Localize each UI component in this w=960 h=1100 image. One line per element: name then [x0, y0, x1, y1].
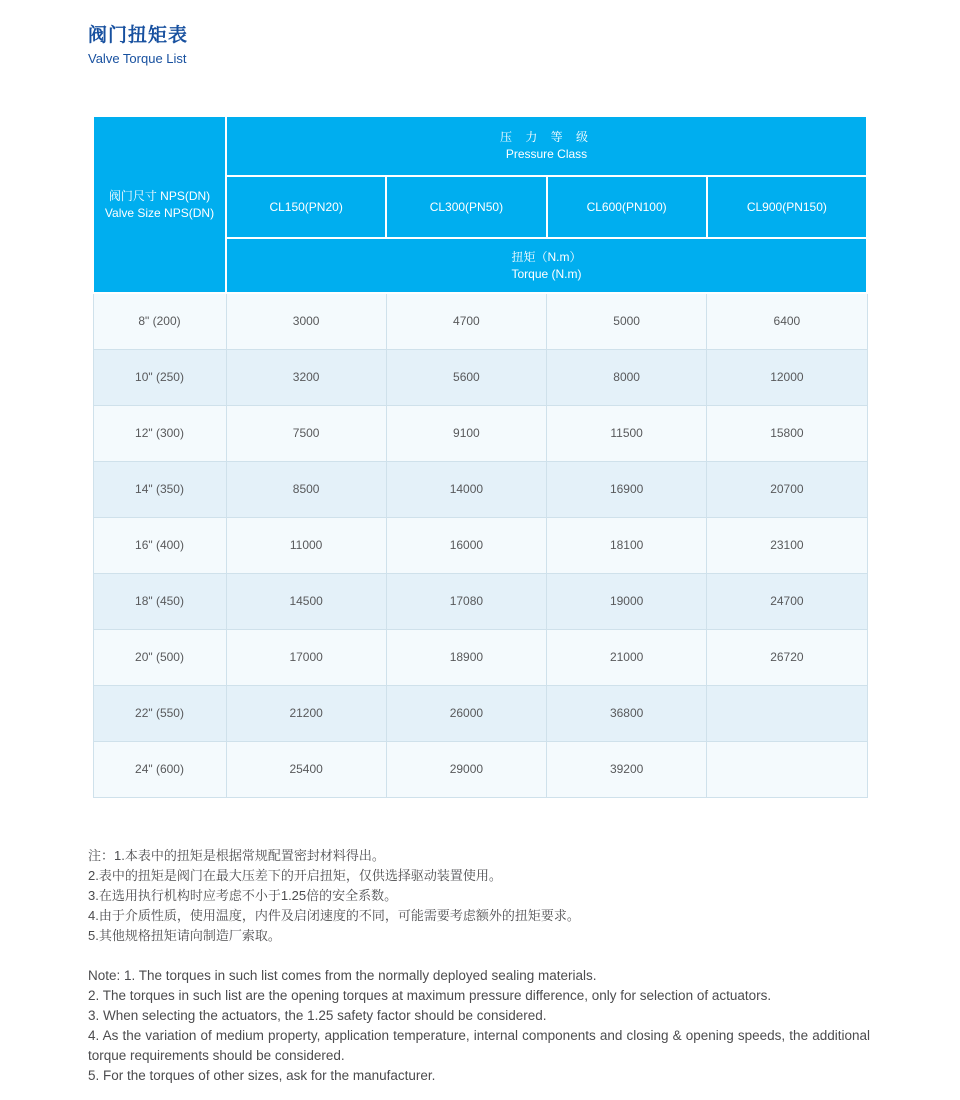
table-row	[93, 405, 867, 461]
page-title-zh: 阀门扭矩表	[88, 25, 189, 46]
torque-value-cell	[707, 685, 867, 741]
torque-value-cell: 21000	[547, 629, 707, 685]
valve-size-cell: 24" (600)	[93, 741, 226, 797]
torque-value-cell: 11500	[547, 405, 707, 461]
note-en-line: Note: 1. The torques in such list comes from the normally deployed sealing materials.	[88, 968, 597, 983]
column-header-cl300: CL300(PN50)	[386, 176, 546, 238]
torque-value-cell: 21200	[226, 685, 386, 741]
torque-value-cell: 7500	[226, 405, 386, 461]
size-column-header-en: Valve Size NPS(DN)	[104, 205, 215, 220]
torque-value-cell: 5600	[386, 349, 546, 405]
torque-value-cell: 17080	[386, 573, 546, 629]
torque-value-cell: 6400	[707, 293, 867, 349]
column-header-cl900: CL900(PN150)	[707, 176, 867, 238]
pressure-class-header-zh: 压 力 等 级	[499, 130, 593, 144]
note-zh-line: 2.表中的扭矩是阀门在最大压差下的开启扭矩，仅供选择驱动装置使用。	[88, 868, 502, 883]
valve-size-cell: 10" (250)	[93, 349, 226, 405]
notes-english	[88, 966, 870, 1086]
torque-value-cell: 18900	[386, 629, 546, 685]
table-row	[93, 293, 867, 349]
torque-value-cell: 16900	[547, 461, 707, 517]
note-zh-line: 5.其他规格扭矩请向制造厂索取。	[88, 928, 281, 943]
table-row	[93, 741, 867, 797]
note-zh-line: 注：1.本表中的扭矩是根据常规配置密封材料得出。	[88, 848, 385, 863]
torque-value-cell: 39200	[547, 741, 707, 797]
note-en-line: 2. The torques in such list are the opening torques at maximum pressure difference, only for selection of actuators.	[88, 988, 772, 1003]
torque-value-cell: 18100	[547, 517, 707, 573]
table-row	[93, 461, 867, 517]
valve-size-cell: 8" (200)	[93, 293, 226, 349]
table-row	[93, 685, 867, 741]
valve-size-cell: 14" (350)	[93, 461, 226, 517]
table-row	[93, 349, 867, 405]
torque-value-cell: 5000	[547, 293, 707, 349]
torque-value-cell: 20700	[707, 461, 867, 517]
torque-value-cell: 25400	[226, 741, 386, 797]
torque-value-cell: 24700	[707, 573, 867, 629]
note-en-line: 4. As the variation of medium property, application temperature, internal components and closing & opening speeds, the additional torque requirements should be considered.	[88, 1028, 870, 1063]
torque-unit-header-zh: 扭矩（N.m）	[511, 249, 582, 264]
pressure-class-header-en: Pressure Class	[505, 147, 588, 161]
torque-value-cell: 23100	[707, 517, 867, 573]
valve-size-cell: 12" (300)	[93, 405, 226, 461]
pressure-class-header	[226, 116, 867, 176]
torque-value-cell: 14000	[386, 461, 546, 517]
valve-size-cell: 18" (450)	[93, 573, 226, 629]
torque-value-cell: 9100	[386, 405, 546, 461]
valve-size-cell: 16" (400)	[93, 517, 226, 573]
torque-value-cell: 19000	[547, 573, 707, 629]
torque-value-cell: 15800	[707, 405, 867, 461]
column-header-cl600: CL600(PN100)	[547, 176, 707, 238]
table-row	[93, 517, 867, 573]
torque-unit-header-en: Torque (N.m)	[511, 266, 582, 281]
torque-value-cell: 3000	[226, 293, 386, 349]
column-header-cl150: CL150(PN20)	[226, 176, 386, 238]
torque-value-cell: 29000	[386, 741, 546, 797]
size-column-header-zh: 阀门尺寸 NPS(DN)	[108, 188, 211, 203]
valve-torque-table	[92, 115, 868, 798]
torque-value-cell: 11000	[226, 517, 386, 573]
table-row	[93, 629, 867, 685]
torque-value-cell: 4700	[386, 293, 546, 349]
torque-value-cell: 8500	[226, 461, 386, 517]
notes-chinese	[88, 846, 870, 946]
note-zh-line: 3.在选用执行机构时应考虑不小于1.25倍的安全系数。	[88, 888, 398, 903]
page-title-block	[88, 24, 188, 68]
torque-value-cell: 8000	[547, 349, 707, 405]
note-zh-line: 4.由于介质性质，使用温度，内件及启闭速度的不同，可能需要考虑额外的扭矩要求。	[88, 908, 580, 923]
torque-value-cell: 12000	[707, 349, 867, 405]
torque-value-cell: 36800	[547, 685, 707, 741]
torque-value-cell	[707, 741, 867, 797]
page-title-en: Valve Torque List	[88, 51, 187, 66]
note-en-line: 3. When selecting the actuators, the 1.25 safety factor should be considered.	[88, 1008, 547, 1023]
size-column-header	[93, 116, 226, 293]
torque-value-cell: 26000	[386, 685, 546, 741]
valve-size-cell: 20" (500)	[93, 629, 226, 685]
torque-value-cell: 14500	[226, 573, 386, 629]
valve-size-cell: 22" (550)	[93, 685, 226, 741]
torque-value-cell: 17000	[226, 629, 386, 685]
torque-value-cell: 26720	[707, 629, 867, 685]
torque-value-cell: 16000	[386, 517, 546, 573]
torque-value-cell: 3200	[226, 349, 386, 405]
table-row	[93, 573, 867, 629]
note-en-line: 5. For the torques of other sizes, ask for the manufacturer.	[88, 1068, 436, 1083]
torque-unit-header	[226, 238, 867, 293]
